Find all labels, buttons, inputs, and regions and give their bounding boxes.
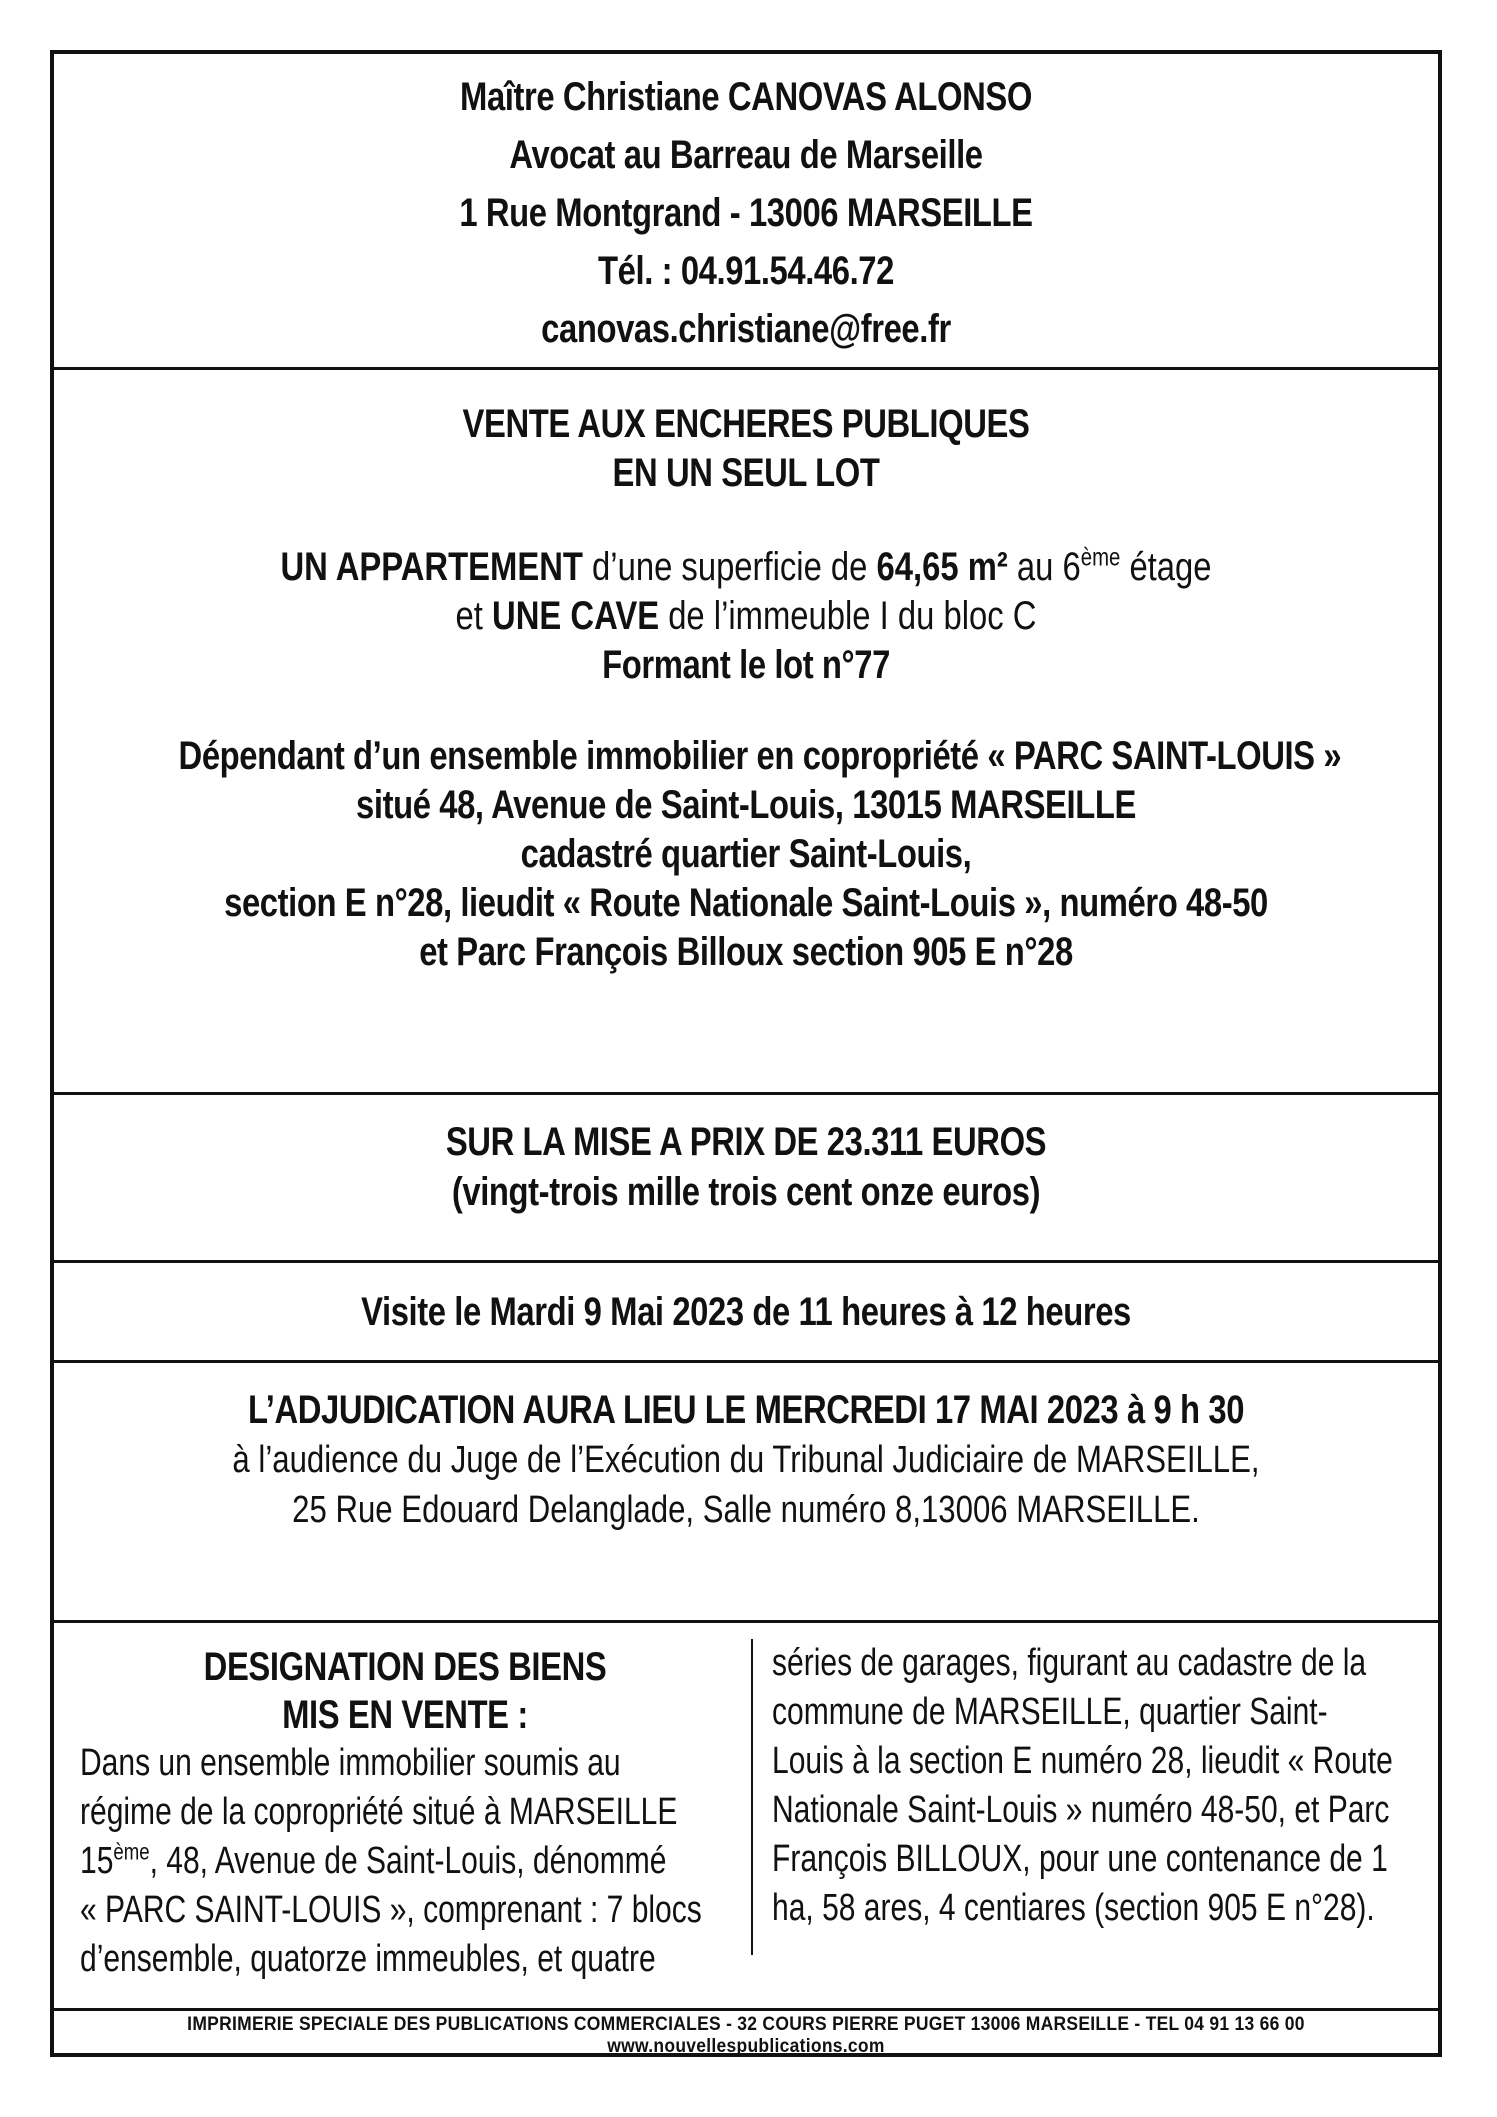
sale-section [54, 370, 1438, 1095]
starting-price-words: (vingt-trois mille trois cent onze euros) [451, 1170, 1041, 1214]
apartment-floor-word: étage [1120, 545, 1212, 589]
designation-left-line: 15ème, 48, Avenue de Saint-Louis, dénommé [80, 1838, 667, 1882]
designation-right-line: Nationale Saint-Louis » numéro 48-50, et Parc [772, 1789, 1390, 1831]
designation-right-line: ha, 58 ares, 4 centiares (section 905 E n°28). [772, 1887, 1375, 1929]
floor-suffix: ème [1080, 544, 1121, 572]
sale-subheading: EN UN SEUL LOT [612, 451, 880, 495]
apartment-floor: au 6 [1007, 545, 1081, 589]
designation-right-line: François BILLOUX, pour une contenance de 1 [772, 1838, 1388, 1880]
printer-footer [54, 2014, 1438, 2058]
designation-right-line: Louis à la section E numéro 28, lieudit « Route [772, 1740, 1393, 1782]
lawyer-header [54, 54, 1438, 370]
arrondissement-suffix: ème [113, 1838, 150, 1865]
cave-line [179, 592, 1314, 641]
lot-number: Formant le lot n°77 [602, 643, 890, 687]
apartment-text: d’une superficie de [582, 545, 877, 589]
notice-frame [50, 50, 1442, 2057]
printer-website[interactable]: www.nouvellespublications.com [607, 2036, 885, 2057]
dependency-line-5: et Parc François Billoux section 905 E n°28 [419, 930, 1073, 974]
lawyer-email[interactable]: canovas.christiane@free.fr [541, 307, 951, 351]
designation-title: DESIGNATION DES BIENS [203, 1645, 607, 1689]
adjudication-court: à l’audience du Juge de l’Exécution du Tribunal Judiciaire de MARSEILLE, [232, 1439, 1260, 1481]
apartment-label: UN APPARTEMENT [280, 545, 583, 589]
visit-section [54, 1263, 1438, 1363]
designation-left-line: d’ensemble, quatorze immeubles, et quatre [80, 1938, 656, 1980]
cave-text: de l’immeuble I du bloc C [659, 594, 1037, 638]
dependency-line-2: situé 48, Avenue de Saint-Louis, 13015 MARSEILLE [356, 783, 1136, 827]
cave-label: UNE CAVE [492, 594, 660, 638]
cave-prefix: et [455, 594, 493, 638]
designation-right-column [772, 1639, 1422, 1933]
designation-section [54, 1623, 1438, 2011]
sale-heading: VENTE AUX ENCHERES PUBLIQUES [462, 402, 1030, 446]
lawyer-address: 1 Rue Montgrand - 13006 MARSEILLE [459, 191, 1033, 235]
column-divider [751, 1639, 753, 1955]
apartment-line [179, 543, 1314, 592]
adjudication-section [54, 1363, 1438, 1623]
price-section [54, 1095, 1438, 1263]
lawyer-phone: Tél. : 04.91.54.46.72 [598, 249, 894, 293]
designation-left-column [80, 1643, 730, 1984]
designation-left-line: Dans un ensemble immobilier soumis au [80, 1742, 621, 1784]
dependency-line-3: cadastré quartier Saint-Louis, [520, 832, 972, 876]
lawyer-name: Maître Christiane CANOVAS ALONSO [460, 75, 1032, 119]
dependency-line-4: section E n°28, lieudit « Route Nationale Saint-Louis », numéro 48-50 [224, 881, 1268, 925]
starting-price: SUR LA MISE A PRIX DE 23.311 EUROS [445, 1120, 1047, 1164]
lawyer-title: Avocat au Barreau de Marseille [509, 133, 983, 177]
apartment-area: 64,65 m² [876, 545, 1008, 589]
designation-subtitle: MIS EN VENTE : [282, 1693, 528, 1737]
adjudication-address: 25 Rue Edouard Delanglade, Salle numéro 8,13006 MARSEILLE. [292, 1489, 1200, 1531]
visit-date: Visite le Mardi 9 Mai 2023 de 11 heures à 12 heures [361, 1290, 1131, 1334]
adjudication-date: L’ADJUDICATION AURA LIEU LE MERCREDI 17 MAI 2023 à 9 h 30 [247, 1388, 1245, 1432]
designation-right-line: séries de garages, figurant au cadastre de la [772, 1642, 1367, 1684]
designation-right-line: commune de MARSEILLE, quartier Saint- [772, 1691, 1328, 1733]
printer-info: IMPRIMERIE SPECIALE DES PUBLICATIONS COMMERCIALES - 32 COURS PIERRE PUGET 13006 MARSEILLE - TEL 04 91 13 66 00 [187, 2014, 1305, 2035]
designation-left-line: régime de la copropriété situé à MARSEILLE [80, 1791, 678, 1833]
designation-left-line: « PARC SAINT-LOUIS », comprenant : 7 blocs [80, 1889, 702, 1931]
dependency-line-1: Dépendant d’un ensemble immobilier en copropriété « PARC SAINT-LOUIS » [178, 734, 1342, 778]
